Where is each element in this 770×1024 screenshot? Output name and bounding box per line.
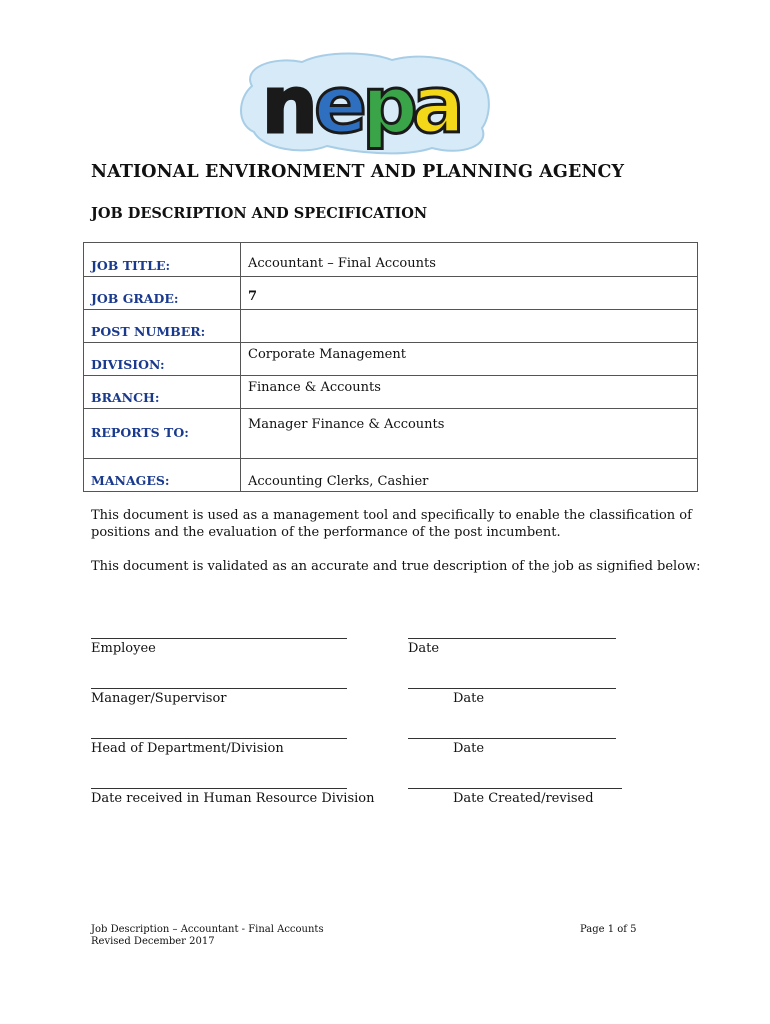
validation-paragraph: This document is validated as an accurate and true description of the job as signified below: [91, 559, 701, 574]
job-title-label: JOB TITLE: [84, 243, 241, 277]
hr-received-label: Date received in Human Resource Division [91, 791, 375, 806]
logo-letter-p: p [362, 61, 418, 151]
purpose-paragraph: This document is used as a management tool and specifically to enable the classification of positions and the evaluation of the performance of the post incumbent. [91, 508, 692, 540]
logo-letter-e: e [314, 61, 367, 151]
job-grade-label: JOB GRADE: [84, 277, 241, 310]
date-created-line [408, 788, 622, 789]
table-row [84, 277, 698, 310]
footer-document-name: Job Description – Accountant - Final Accounts [91, 924, 324, 935]
organization-title: NATIONAL ENVIRONMENT AND PLANNING AGENCY [91, 162, 625, 182]
date-created-label: Date Created/revised [453, 791, 594, 806]
manages-label: MANAGES: [84, 459, 241, 492]
footer-revision-date: Revised December 2017 [91, 936, 215, 947]
division-value: Corporate Management [241, 343, 698, 376]
branch-value: Finance & Accounts [241, 376, 698, 409]
page-number: Page 1 of 5 [580, 924, 637, 935]
hr-received-line [91, 788, 347, 789]
supervisor-label: Manager/Supervisor [91, 691, 227, 706]
employee-signature-line [91, 638, 347, 639]
head-date-label: Date [453, 741, 485, 756]
table-row [84, 459, 698, 492]
employee-date-line [408, 638, 616, 639]
reports-to-value: Manager Finance & Accounts [241, 409, 698, 459]
table-row [84, 310, 698, 343]
job-title-value: Accountant – Final Accounts [241, 243, 698, 277]
job-details-table [83, 242, 698, 492]
post-number-label: POST NUMBER: [84, 310, 241, 343]
division-label: DIVISION: [84, 343, 241, 376]
supervisor-date-line [408, 688, 616, 689]
logo-letter-a: a [412, 61, 465, 151]
table-row [84, 343, 698, 376]
reports-to-label: REPORTS TO: [84, 409, 241, 459]
supervisor-date-label: Date [453, 691, 485, 706]
post-number-value [241, 310, 698, 343]
nepa-logo [232, 48, 494, 158]
logo-letter-n: n [262, 61, 318, 151]
head-date-line [408, 738, 616, 739]
footer [91, 924, 324, 948]
supervisor-signature-line [91, 688, 347, 689]
manages-value: Accounting Clerks, Cashier [241, 459, 698, 492]
table-row [84, 409, 698, 459]
head-signature-line [91, 738, 347, 739]
head-of-department-label: Head of Department/Division [91, 741, 284, 756]
branch-label: BRANCH: [84, 376, 241, 409]
employee-date-label: Date [408, 641, 440, 656]
job-grade-value: 7 [241, 277, 698, 310]
employee-label: Employee [91, 641, 156, 656]
document-title: JOB DESCRIPTION AND SPECIFICATION [91, 205, 428, 222]
table-row [84, 243, 698, 277]
table-row [84, 376, 698, 409]
